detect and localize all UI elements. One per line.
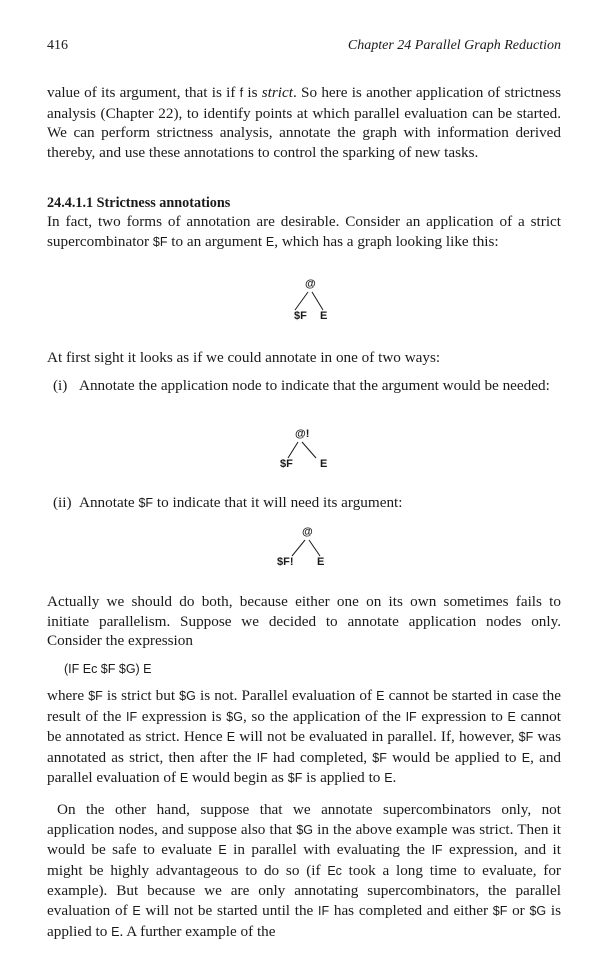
graph-edges [250, 278, 340, 338]
graph-plain-application [250, 278, 340, 338]
paragraph-other-hand: On the other hand, suppose that we annotate supercombinators only, not application nodes, and suppose also that $G in the above example was strict. Then it would be safe to evaluate E in parallel with evaluating the IF expression, and it might be highly advantageous to do so (if Eᴄ took a long time to evaluate, for example). But because we are only annotating supercombinators, the parallel evaluation of E will not be started until the IF has completed and either $F or $G is applied to E. A further example of the [47, 801, 561, 940]
item-text: Annotate the application node to indicate that the argument would be needed: [79, 377, 550, 394]
page-number: 416 [47, 38, 68, 53]
strict-application-node: @! [295, 428, 310, 440]
strict-function-node: $F! [277, 556, 294, 568]
paragraph-where: where $F is strict but $G is not. Parallel evaluation of E cannot be started in case the result of the IF expression is $G, so the application of the IF expression to E cannot be annotated as strict. Hence E will not be evaluated in parallel. If, however, $F was annotated as strict, then after the IF had completed, $F would be applied to E, and parallel evaluation of E would begin as $F is applied to E. [47, 687, 562, 787]
item-text: Annotate $F to indicate that it will need its argument: [79, 494, 403, 511]
application-node: @ [305, 278, 316, 290]
application-node: @ [302, 526, 313, 538]
graph-annotated-supercombinator [277, 526, 367, 586]
item-label: (ii) [53, 494, 72, 511]
function-node: $F [294, 310, 307, 322]
paragraph-do-both: Actually we should do both, because either one on its own sometimes fails to initiate parallelism. Suppose we decided to annotate application nodes only. Consider the expression [47, 593, 561, 650]
section-heading: 24.4.1.1 Strictness annotations [47, 195, 231, 211]
chapter-title: Chapter 24 Parallel Graph Reduction [347, 38, 561, 53]
paragraph-intro: value of its argument, that is if f is strict. So here is another application of strictness analysis (Chapter 22), to identify points at which parallel evaluation can be started. We can perform strictness analysis, annotate the graph with information derived thereby, and use these annotations to control the sparking of new tasks. [47, 84, 562, 161]
argument-node: E [320, 458, 328, 470]
graph-annotated-application [280, 428, 370, 488]
argument-node: E [320, 310, 328, 322]
paragraph-annotations: In fact, two forms of annotation are desirable. Consider an application of a strict supercombinator $F to an argument E, which has a graph looking like this: [47, 213, 561, 250]
function-node: $F [280, 458, 293, 470]
argument-node: E [317, 556, 325, 568]
running-header [47, 38, 561, 58]
item-label: (i) [53, 377, 68, 394]
example-expression: (IF Eᴄ $F $G) E [64, 662, 152, 676]
paragraph-two-ways: At first sight it looks as if we could annotate in one of two ways: [47, 349, 441, 366]
